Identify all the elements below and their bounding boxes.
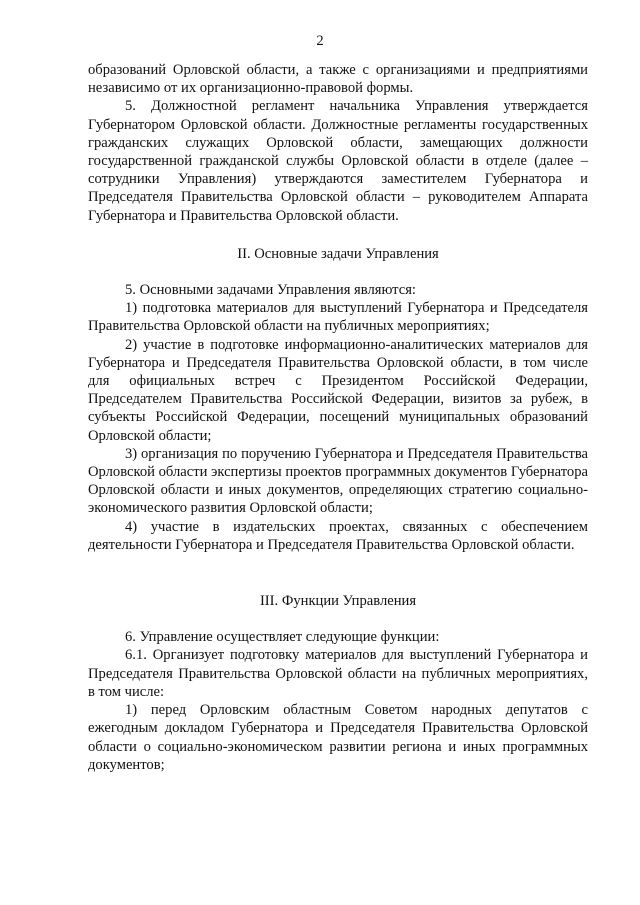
paragraph-functions-intro: 6. Управление осуществляет следующие функции:: [125, 629, 440, 646]
list-item-task-3: 3) организация по поручению Губернатора и Председателя Правительства Орловской области экспертизы проектов программных документов Губернатора Орловской области и иных документов, определяющих стратегию социально-экономического развития Орловской области;: [88, 445, 588, 517]
spacer: [88, 263, 588, 281]
paragraph-continuation: образований Орловской области, а также с организациями и предприятиями независимо от их организационно-правовой формы.: [88, 62, 588, 97]
spacer: [88, 225, 588, 245]
list-item-task-4: 4) участие в издательских проектах, связанных с обеспечением деятельности Губернатора и Председателя Правительства Орловской области.: [88, 518, 588, 553]
list-item-task-1: 1) подготовка материалов для выступлений Губернатора и Председателя Правительства Орловской области на публичных мероприятиях;: [88, 300, 588, 335]
spacer: [88, 610, 588, 628]
paragraph-tasks-intro: 5. Основными задачами Управления являются:: [125, 282, 416, 299]
section-heading-functions: III. Функции Управления: [259, 593, 417, 610]
list-item-task-2: 2) участие в подготовке информационно-аналитических материалов для Губернатора и Председателя Правительства Орловской области, в том числе для официальных встреч с Президентом Российской Федерации, Председателем Правительства Российской Федерации, визитов за рубеж, в субъекты Российской Федерации, посещений муниципальных образований Орловской области;: [88, 336, 588, 444]
document-body: [88, 61, 588, 774]
page-number: 2: [316, 33, 324, 49]
list-item-function-6-1-sub-1: 1) перед Орловским областным Советом народных депутатов с ежегодным докладом Губернатора и Председателя Правительства Орловской области о социально-экономическом развитии региона и иных программных документов;: [88, 702, 588, 773]
list-item-function-6-1: 6.1. Организует подготовку материалов для выступлений Губернатора и Председателя Правительства Орловской области на публичных мероприятиях, в том числе:: [88, 647, 588, 700]
section-heading-main-tasks: II. Основные задачи Управления: [237, 245, 439, 262]
spacer: [88, 554, 588, 592]
paragraph-item-5-regulations: 5. Должностной регламент начальника Управления утверждается Губернатором Орловской области. Должностные регламенты государственных гражданских служащих Орловской области, замещающих должности государственной гражданской службы Орловской области в отделе (далее – сотрудники Управления) утверждаются заместителем Губернатора и Председателя Правительства Орловской области – руководителем Аппарата Губернатора и Правительства Орловской области.: [88, 98, 588, 224]
